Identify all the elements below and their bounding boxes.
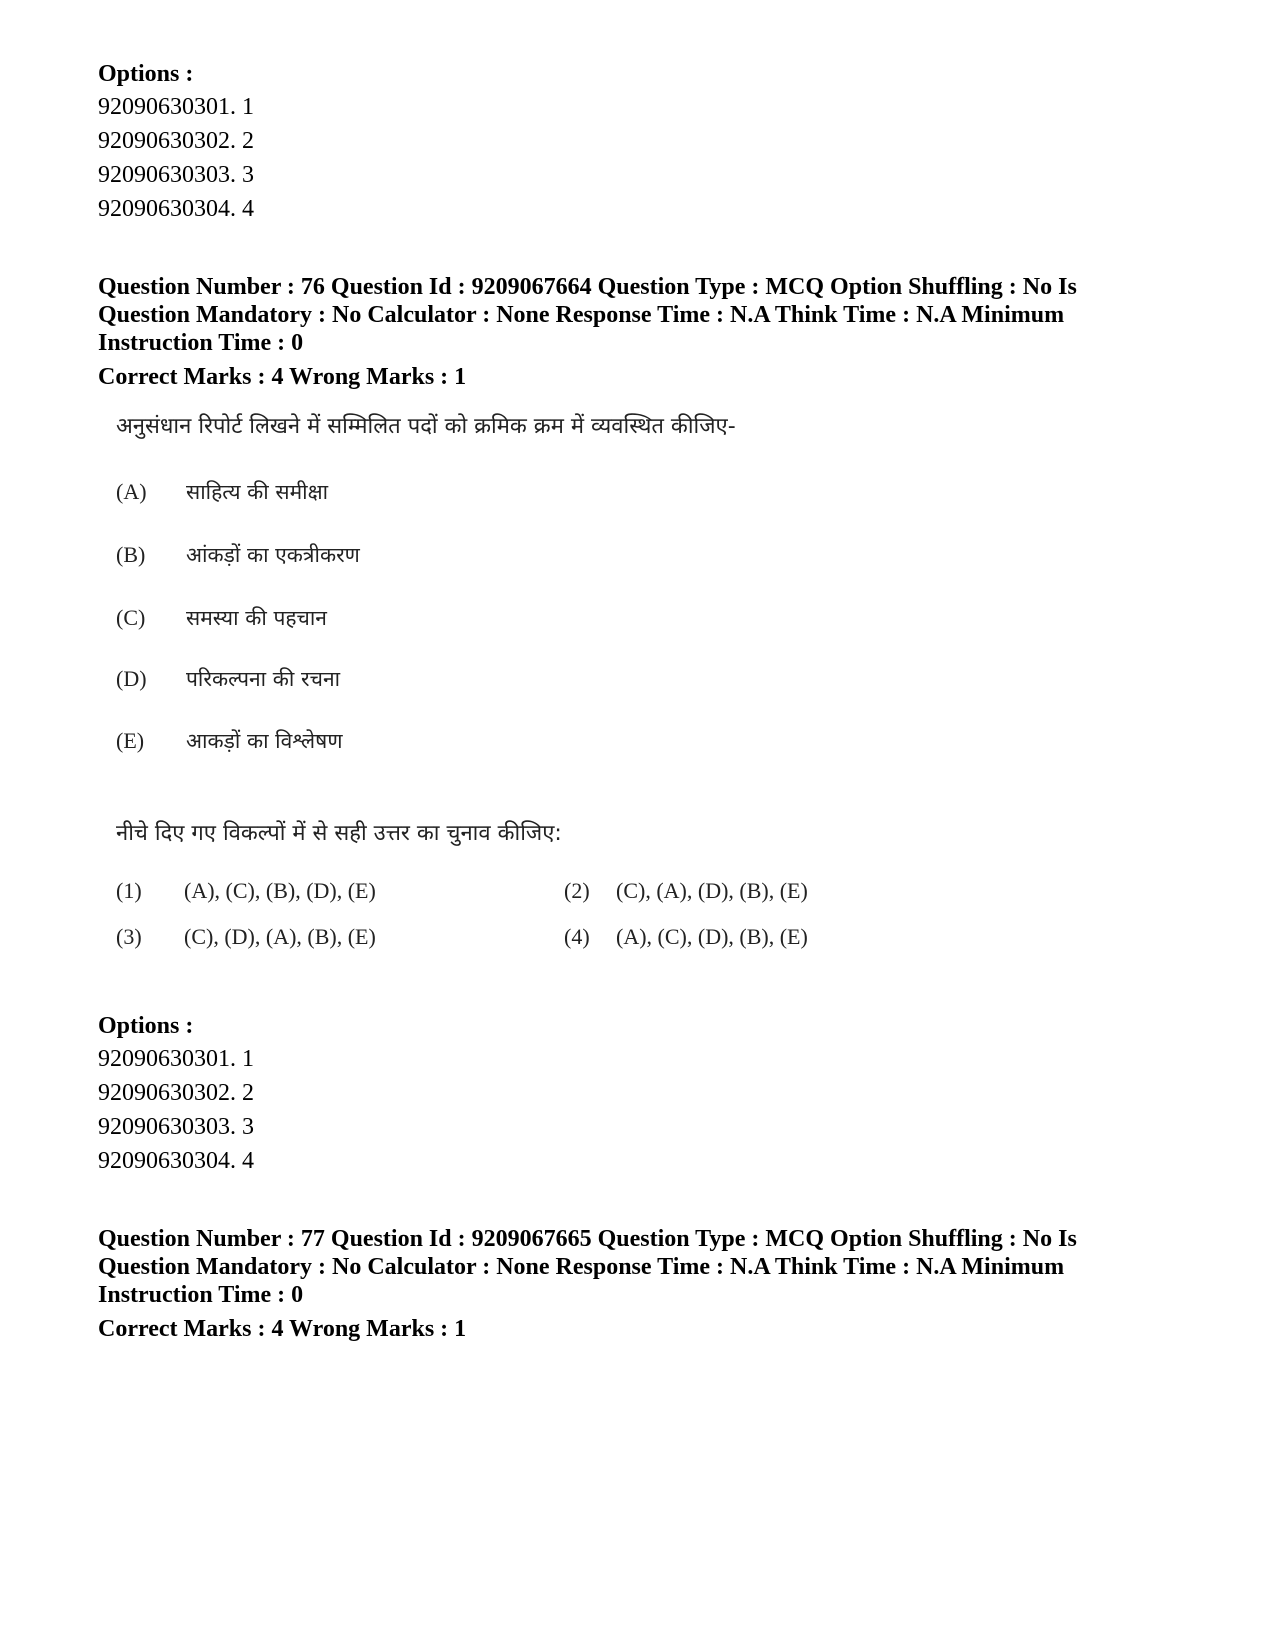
question-marks: Correct Marks : 4 Wrong Marks : 1 — [98, 1316, 467, 1342]
item-label: (C) — [116, 605, 146, 630]
choice-number: (3) — [116, 924, 142, 949]
item-text: आंकड़ों का एकत्रीकरण — [186, 543, 360, 567]
question-header-line: Instruction Time : 0 — [98, 1282, 304, 1308]
question-item-c — [116, 604, 327, 632]
option-item: 92090630303. 3 — [98, 1114, 254, 1140]
options-heading: Options : — [98, 1013, 194, 1039]
question-item-a — [116, 478, 328, 506]
options-block-2 — [98, 1010, 1188, 1178]
question-77-header — [98, 1225, 1188, 1343]
answer-choice-1 — [116, 878, 376, 904]
option-item: 92090630303. 3 — [98, 162, 254, 188]
options-block-1 — [98, 58, 1188, 226]
choice-text: (C), (D), (A), (B), (E) — [184, 924, 376, 949]
item-text: समस्या की पहचान — [186, 606, 327, 630]
choice-number: (2) — [564, 878, 590, 903]
item-text: आकड़ों का विश्लेषण — [186, 729, 343, 753]
question-76-body — [98, 405, 1098, 995]
option-item: 92090630304. 4 — [98, 196, 254, 222]
item-label: (E) — [116, 728, 145, 753]
option-item: 92090630301. 1 — [98, 94, 254, 120]
item-text: परिकल्पना की रचना — [186, 667, 341, 691]
question-header-line: Question Number : 76 Question Id : 9209067664 Question Type : MCQ Option Shuffling : No Is — [98, 274, 1077, 300]
question-instruction: नीचे दिए गए विकल्पों में से सही उत्तर का चुनाव कीजिए: — [116, 821, 562, 846]
question-item-b — [116, 541, 360, 569]
choice-text: (A), (C), (B), (D), (E) — [184, 878, 376, 903]
answer-choice-4 — [564, 924, 808, 950]
option-item: 92090630301. 1 — [98, 1046, 254, 1072]
question-item-e — [116, 727, 343, 755]
options-heading: Options : — [98, 61, 194, 87]
question-marks: Correct Marks : 4 Wrong Marks : 1 — [98, 364, 467, 390]
question-76-header — [98, 273, 1188, 391]
question-header-line: Instruction Time : 0 — [98, 330, 304, 356]
question-header-line: Question Number : 77 Question Id : 9209067665 Question Type : MCQ Option Shuffling : No Is — [98, 1226, 1077, 1252]
item-label: (A) — [116, 479, 147, 504]
option-item: 92090630304. 4 — [98, 1148, 254, 1174]
question-item-d — [116, 665, 340, 693]
choice-number: (4) — [564, 924, 590, 949]
question-statement: अनुसंधान रिपोर्ट लिखने में सम्मिलित पदों को क्रमिक क्रम में व्यवस्थित कीजिए- — [116, 414, 736, 439]
item-label: (B) — [116, 542, 146, 567]
choice-number: (1) — [116, 878, 142, 903]
question-header-line: Question Mandatory : No Calculator : None Response Time : N.A Think Time : N.A Minimum — [98, 1254, 1065, 1280]
option-item: 92090630302. 2 — [98, 128, 254, 154]
answer-choice-3 — [116, 924, 376, 950]
choice-text: (C), (A), (D), (B), (E) — [616, 878, 808, 903]
option-item: 92090630302. 2 — [98, 1080, 254, 1106]
item-label: (D) — [116, 666, 147, 691]
question-header-line: Question Mandatory : No Calculator : None Response Time : N.A Think Time : N.A Minimum — [98, 302, 1065, 328]
answer-choice-2 — [564, 878, 808, 904]
choice-text: (A), (C), (D), (B), (E) — [616, 924, 808, 949]
item-text: साहित्य की समीक्षा — [186, 480, 329, 504]
